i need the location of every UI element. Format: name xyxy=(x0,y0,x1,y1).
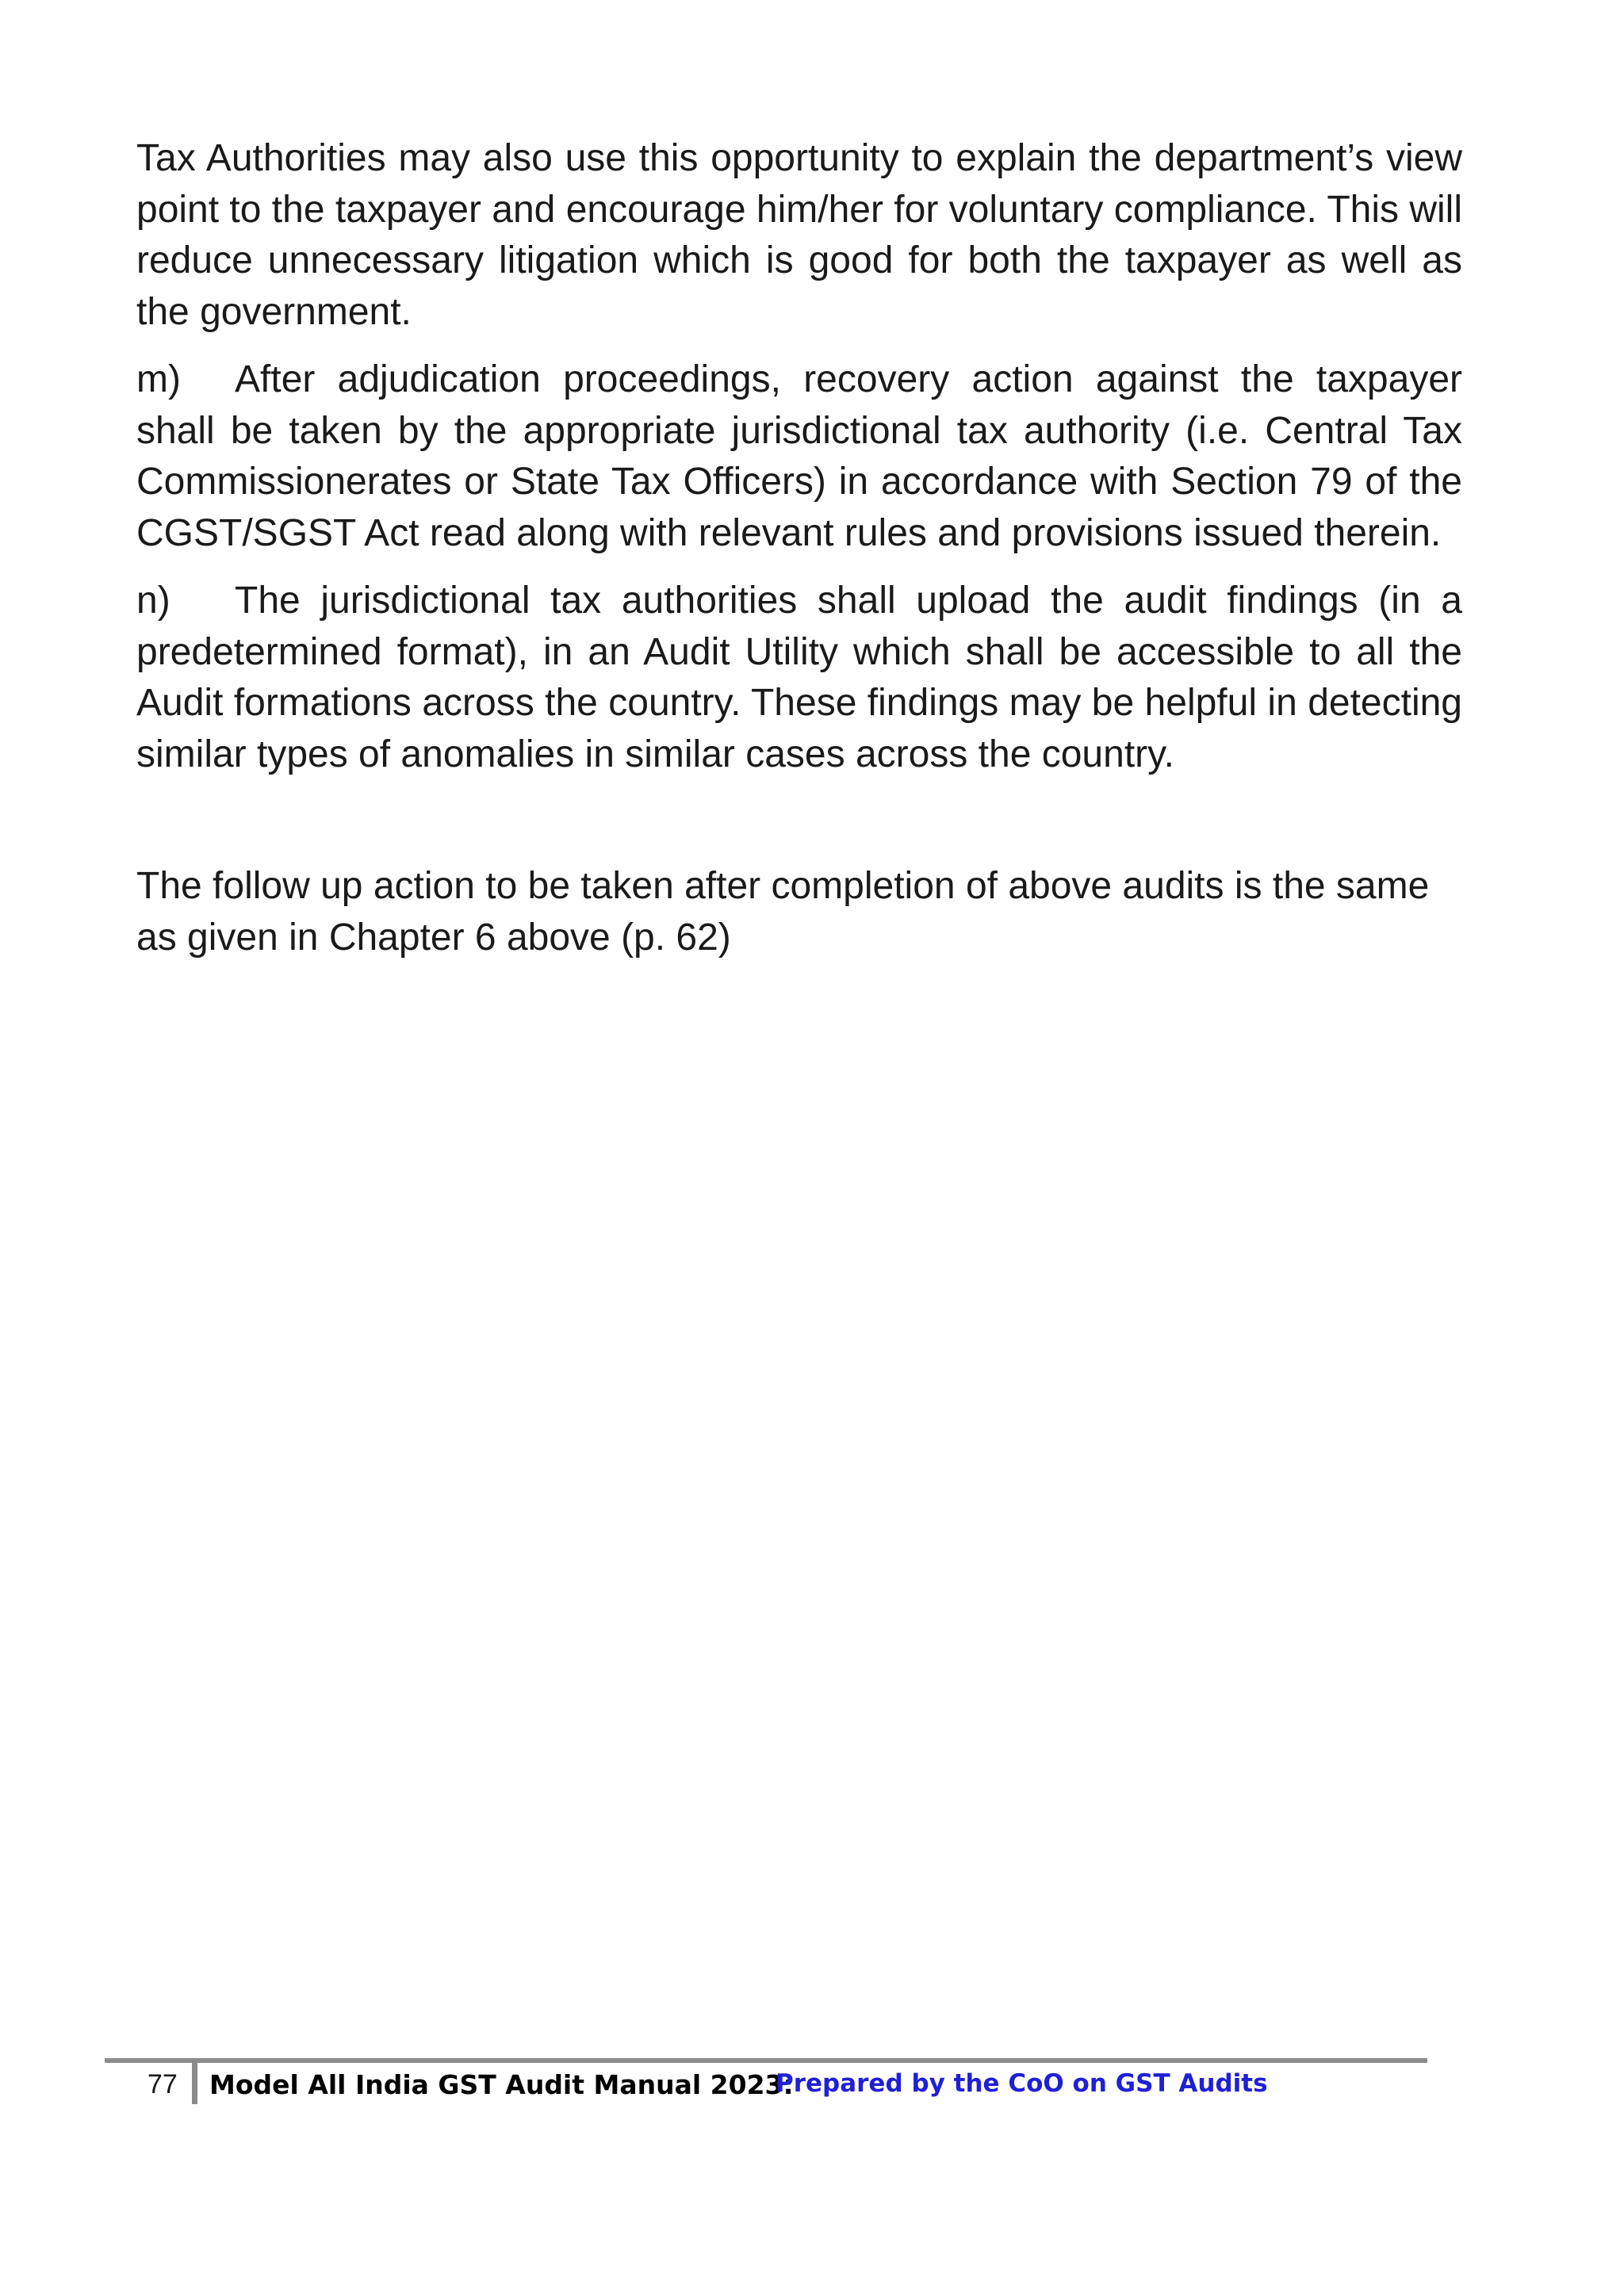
document-body xyxy=(136,133,1462,980)
footer-separator-bar xyxy=(192,2063,197,2104)
manual-title: Model All India GST Audit Manual 2023: xyxy=(209,2069,794,2100)
list-item-m xyxy=(136,354,1462,559)
list-item-n xyxy=(136,576,1462,780)
prepared-by-credit: Prepared by the CoO on GST Audits xyxy=(776,2069,1268,2098)
list-item-m-text: After adjudication proceedings, recovery action against the taxpayer shall be taken by the appropriate jurisdictional tax authority (i.e. Central Tax Commissionerates or State Tax Officers) in accordance with Section 79 of the CGST/SGST Act read along with relevant rules and provisions issued therein. xyxy=(136,358,1462,554)
list-item-n-text: The jurisdictional tax authorities shall upload the audit findings (in a predetermined format), in an Audit Utility which shall be accessible to all the Audit formations across the country. These findings may be helpful in detecting similar types of anomalies in similar cases across the country. xyxy=(136,580,1462,775)
followup-paragraph: The follow up action to be taken after completion of above audits is the same as given in Chapter 6 above (p. 62) xyxy=(136,865,1430,959)
intro-paragraph: Tax Authorities may also use this opportunity to explain the department’s view point to the taxpayer and encourage him/her for voluntary compliance. This will reduce unnecessary litigation which is good for both the taxpayer as well as the government. xyxy=(136,137,1463,333)
footer-divider xyxy=(105,2058,1427,2063)
page-number: 77 xyxy=(147,2069,178,2099)
list-marker-m: m) xyxy=(136,358,181,400)
list-marker-n: n) xyxy=(136,580,170,622)
page-footer xyxy=(105,2058,1427,2110)
